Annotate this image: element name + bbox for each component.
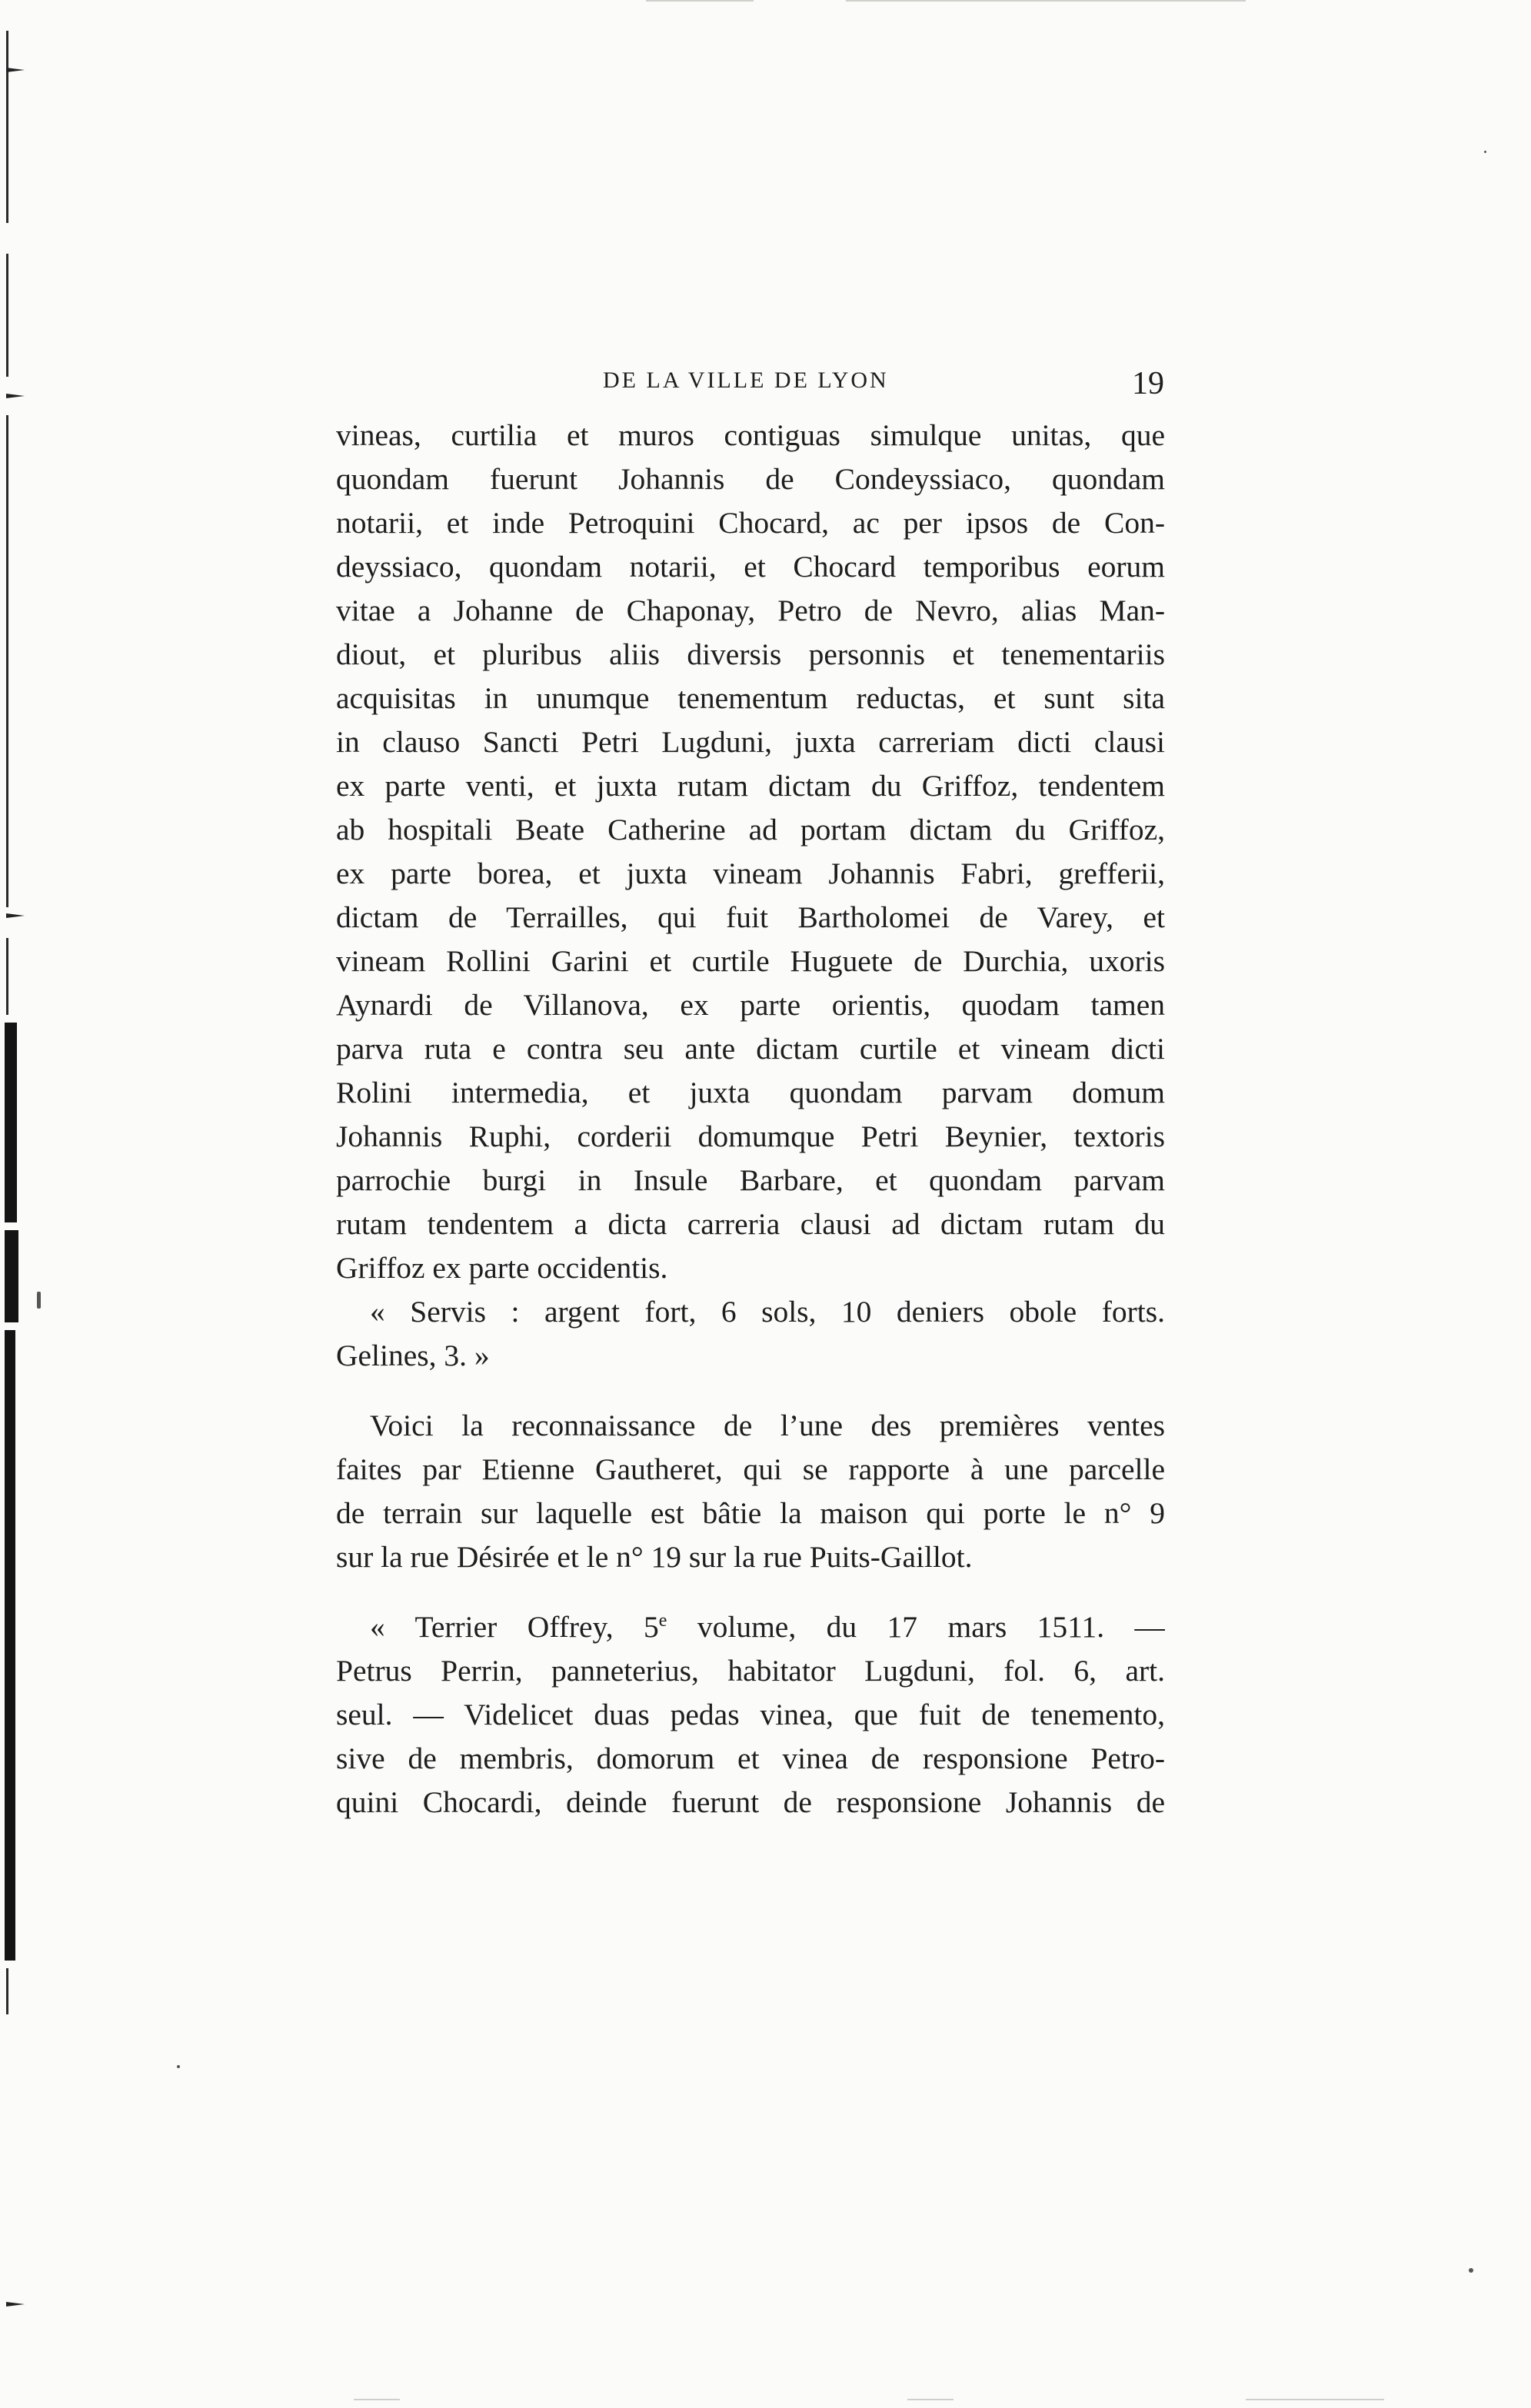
text-line: ab hospitali Beate Catherine ad portam dictam du Griffoz, bbox=[336, 813, 1165, 846]
text-line: quondam fuerunt Johannis de Condeyssiaco, quondam bbox=[336, 462, 1165, 496]
scan-top-rule bbox=[646, 0, 754, 2]
text-line: rutam tendentem a dicta carreria clausi ad dictam rutam du bbox=[336, 1207, 1165, 1241]
text-line bbox=[336, 1605, 1165, 1649]
text-line: diout, et pluribus aliis diversis personnis et tenementariis bbox=[336, 637, 1165, 671]
text-line: parva ruta e contra seu ante dictam curtile et vineam dicti bbox=[336, 1032, 1165, 1066]
text-line: ex parte venti, et juxta rutam dictam du Griffoz, tendentem bbox=[336, 769, 1165, 803]
text-line: Petrus Perrin, panneterius, habitator Lugduni, fol. 6, art. bbox=[336, 1654, 1165, 1688]
scan-bottom-rule bbox=[354, 2399, 400, 2400]
page-number: 19 bbox=[1132, 366, 1164, 401]
text-line: faites par Etienne Gautheret, qui se rapporte à une parcelle bbox=[336, 1452, 1165, 1486]
scan-speck bbox=[1484, 151, 1486, 153]
text-line: vineam Rollini Garini et curtile Huguete de Durchia, uxoris bbox=[336, 944, 1165, 978]
text-line: Griffoz ex parte occidentis. bbox=[336, 1251, 668, 1285]
text-line: quini Chocardi, deinde fuerunt de responsione Johannis de bbox=[336, 1785, 1165, 1819]
text-line: « Servis : argent fort, 6 sols, 10 deniers obole forts. bbox=[370, 1295, 1165, 1329]
body-text bbox=[336, 414, 1165, 1824]
paragraph-terrier-text bbox=[336, 414, 1165, 1290]
text-line: notarii, et inde Petroquini Chocard, ac per ipsos de Con- bbox=[336, 506, 1165, 540]
running-title: DE LA VILLE DE LYON bbox=[603, 368, 889, 393]
text-line: acquisitas in unumque tenementum reductas, et sunt sita bbox=[336, 681, 1165, 715]
text-line: deyssiaco, quondam notarii, et Chocard temporibus eorum bbox=[336, 550, 1165, 584]
paragraph-voici bbox=[336, 1404, 1165, 1579]
running-head bbox=[0, 361, 1531, 400]
text-line: Johannis Ruphi, corderii domumque Petri Beynier, textoris bbox=[336, 1119, 1165, 1153]
text-line: vitae a Johanne de Chaponay, Petro de Nevro, alias Man- bbox=[336, 594, 1165, 627]
text-line: Aynardi de Villanova, ex parte orientis, quodam tamen bbox=[336, 988, 1165, 1022]
text-segment: volume, du 17 mars 1511. — bbox=[667, 1610, 1165, 1644]
text-segment: « Terrier Offrey, 5 bbox=[370, 1610, 659, 1644]
text-line: ex parte borea, et juxta vineam Johannis Fabri, grefferii, bbox=[336, 856, 1165, 890]
text-line: dictam de Terrailles, qui fuit Bartholomei de Varey, et bbox=[336, 900, 1165, 934]
text-line: seul. — Videlicet duas pedas vinea, que fuit de tenemento, bbox=[336, 1698, 1165, 1731]
paragraph-servis bbox=[336, 1290, 1165, 1378]
scan-speck bbox=[1469, 2268, 1473, 2273]
superscript: e bbox=[658, 1611, 667, 1631]
scan-bottom-rule-right bbox=[1246, 2399, 1384, 2400]
scan-bottom-rule-mid bbox=[907, 2399, 954, 2400]
text-line: Gelines, 3. » bbox=[336, 1339, 490, 1372]
text-line: parrochie burgi in Insule Barbare, et quondam parvam bbox=[336, 1163, 1165, 1197]
paragraph-terrier-offrey bbox=[336, 1605, 1165, 1824]
text-line: sive de membris, domorum et vinea de responsione Petro- bbox=[336, 1741, 1165, 1775]
text-line: Voici la reconnaissance de l’une des premières ventes bbox=[370, 1409, 1165, 1442]
text-line: sur la rue Désirée et le n° 19 sur la rue Puits-Gaillot. bbox=[336, 1540, 973, 1574]
text-line: vineas, curtilia et muros contiguas simulque unitas, que bbox=[336, 418, 1165, 452]
scan-speck bbox=[177, 2065, 180, 2068]
scan-speck bbox=[37, 1292, 41, 1309]
paragraph-gap bbox=[336, 1579, 1165, 1605]
text-line: de terrain sur laquelle est bâtie la maison qui porte le n° 9 bbox=[336, 1496, 1165, 1530]
text-line: in clauso Sancti Petri Lugduni, juxta carreriam dicti clausi bbox=[336, 725, 1165, 759]
paragraph-gap bbox=[336, 1378, 1165, 1404]
scan-top-rule-right bbox=[846, 0, 1246, 2]
text-line: Rolini intermedia, et juxta quondam parvam domum bbox=[336, 1076, 1165, 1109]
